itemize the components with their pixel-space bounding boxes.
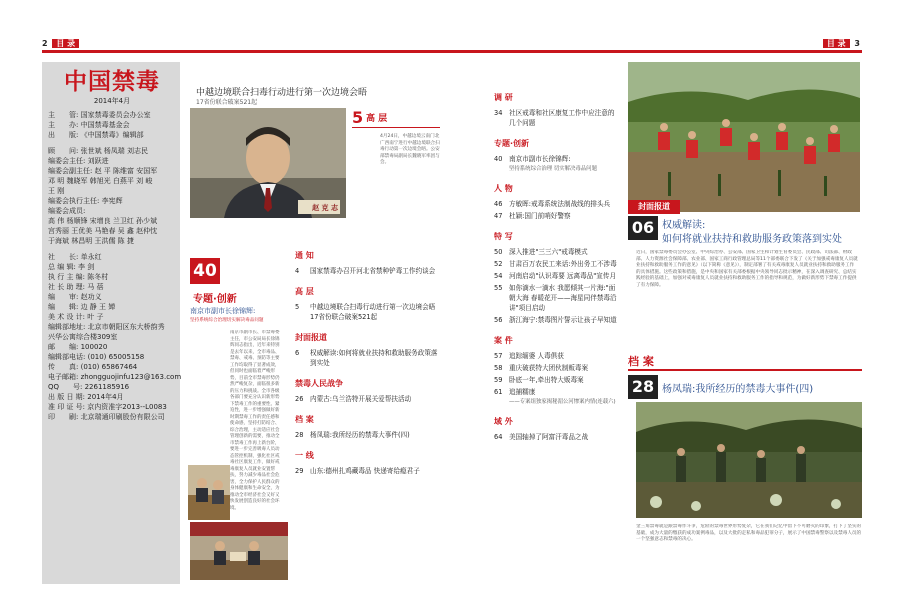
toc-entry[interactable] — [494, 259, 620, 269]
feature-title: 南京市副市长徐锦辉: — [190, 307, 256, 315]
toc-section-heading: 封面报道 — [295, 333, 327, 342]
toc-entry[interactable] — [494, 108, 620, 128]
toc-entry[interactable] — [494, 199, 620, 209]
archive-tag: 档 案 — [628, 355, 654, 368]
feature-body: 南京市副市长、市禁毒委主任，市公安局局长徐锦辉同志指出，近年来特别是去年以来，全市毒品、禁毒、戒毒、预防等主要工作均取得了显著成效，但同时也面临着严峻形势，目前全市禁毒形势仍然严峻复杂，面临很多新的压力和挑战。全市各级各部门要充分认识新形势下禁毒工作的重要性、紧迫性，进一步增强做好新时期禁毒工作的责任感和使命感，坚持打防结合、综合治理，主动适应社会管理创新的需要，推动全市禁毒工作再上新台阶，要进一步完善吸毒人员动态管控机制，强化社区戒毒社区康复工作，做好戒毒康复人员就业安置帮扶，努力减少毒品社会危害，全力保护人民群众的身体健康和生命安全，为推动全市经济社会又好又快发展创造良好的社会环境。 — [230, 330, 280, 510]
masthead-row: 主 办: 中国禁毒基金会 — [48, 121, 130, 129]
toc-entry-page: 40 — [494, 155, 503, 163]
lead-story-caption: 4月24日，中越边境云南门北广西南宁进行中越边境联合扫毒行动第一次边境会晤。公安部禁毒局副局长魏晓军率团与会。 — [380, 134, 440, 166]
toc-entry[interactable] — [494, 363, 620, 373]
toc-entry-title: 内蒙古:乌兰浩特开展关爱帮扶活动 — [310, 395, 412, 403]
left-toc-column — [295, 250, 443, 486]
toc-section — [295, 414, 443, 440]
toc-entry-page: 64 — [494, 433, 503, 441]
toc-entry-title: 杜颖:国门前哨好警察 — [509, 212, 571, 220]
masthead-row: 编委会成员: — [48, 207, 86, 215]
toc-entry-page: 59 — [494, 376, 503, 384]
toc-section — [295, 250, 443, 276]
toc-entry-title: 河南启动"认识毒要 远离毒品"宣传月 — [509, 272, 617, 280]
masthead-row: 电子邮箱: zhongguojinfu123@163.com — [48, 373, 182, 381]
toc-entry[interactable] — [295, 302, 443, 322]
toc-entry-title: 国家禁毒办召开河北省禁种铲毒工作约谈会 — [310, 267, 436, 275]
toc-section — [295, 378, 443, 404]
toc-section-heading: 域 外 — [494, 417, 513, 426]
masthead-row: 主 管: 国家禁毒委员会办公室 — [48, 111, 151, 119]
toc-section-heading: 高 层 — [295, 287, 314, 296]
toc-entry-title: 方敏晖:戒毒系统法制战线的排头兵 — [509, 200, 611, 208]
page-header-label: 目 录 — [52, 39, 79, 48]
masthead-row: 编委会执行主任: 李宪辉 — [48, 197, 123, 205]
toc-entry-page: 52 — [494, 260, 503, 268]
archive-page-number: 28 — [631, 377, 655, 396]
page-number-right: 3 — [854, 39, 860, 48]
header-rule-right — [450, 50, 862, 53]
toc-section-heading: 调 研 — [494, 93, 513, 102]
left-page-header — [42, 38, 79, 49]
toc-entry[interactable] — [494, 247, 620, 257]
toc-section-heading: 人 物 — [494, 184, 513, 193]
page-header-label-right: 目 录 — [823, 39, 850, 48]
feature-section: 专题·创新 — [193, 294, 237, 305]
toc-entry-title: 中越边境联合扫毒行动进行第一次边境会晤 17省份联合破案521起 — [310, 303, 436, 321]
toc-entry-page: 6 — [295, 349, 300, 357]
meeting-illustration — [188, 465, 230, 520]
toc-entry-title: 重庆破获特大团伙制贩毒案 — [509, 364, 589, 372]
masthead-row: QQ 号: 2261185916 — [48, 383, 130, 391]
portrait-name-plate: 赵 克 志 — [312, 204, 338, 212]
toc-entry-page: 34 — [494, 109, 503, 117]
masthead-row: 邓 明 魏晓军 韩旭光 白燕平 刘 峻 — [48, 177, 153, 185]
toc-section-heading: 一 线 — [295, 451, 314, 460]
toc-entry[interactable] — [295, 348, 443, 368]
masthead-row: 出 版: 《中国禁毒》编辑部 — [48, 131, 144, 139]
toc-entry-page: 57 — [494, 352, 503, 360]
toc-entry[interactable] — [494, 387, 620, 397]
toc-entry-title: 甘肃百万农民工来话:外出务工不涉毒 — [509, 260, 617, 268]
toc-section-heading: 专题·创新 — [494, 139, 530, 148]
toc-entry-page: 26 — [295, 395, 304, 403]
header-rule — [42, 50, 450, 53]
feature-page-number: 40 — [193, 261, 217, 281]
issue-date: 2014年4月 — [93, 97, 131, 105]
toc-entry-page: 50 — [494, 248, 503, 256]
masthead-row: 顾 问: 张世斌 杨凤瑞 刘志民 — [48, 147, 149, 155]
toc-entry-title: 杨凤瑞:我所经历的禁毒大事件(四) — [310, 431, 410, 439]
toc-entry-page: 47 — [494, 212, 503, 220]
toc-entry[interactable] — [494, 375, 620, 385]
archive-page-box — [628, 375, 658, 399]
toc-entry-note: 坚持系统综合治理 切实解决毒品问题 — [509, 166, 597, 172]
masthead-row: 编辑部地址: 北京市朝阳区东大桥韵秀 — [48, 323, 165, 331]
toc-entry-note: ——专案组独家揭秘湄公河惨案内情(连载六) — [509, 399, 616, 405]
soldiers-illustration — [636, 402, 862, 518]
cover-story-body: 近日，国家禁毒委员会办公室、中央综治办、公安部、国家卫生和计划生育委员会、民政部、司法部、财政部、人力资源社会保障部、农业部、国家工商行政管理总局等11个部委联合下发了《关于加强戒毒康复人员就业扶持和救助服务工作的意见》（以下简称《意见》），制定部署了有关戒毒康复人员就业扶持和救助服务工作的具体措施。这些政策和措施，是中央和国家有关部委根据中央领导同志批示精神，在深入调查研究、总结实践经验的基础上，加强对戒毒康复人员就业扶持和救助服务工作的指导和规范，为做好新形势下禁毒工作提供了有力保障。 — [636, 250, 858, 288]
cover-story-title-line1: 权威解读: — [662, 220, 706, 231]
toc-section — [494, 183, 620, 221]
masthead-row: 社 长: 单永红 — [48, 253, 102, 261]
toc-section-heading: 禁毒人民战争 — [295, 379, 343, 388]
masthead-row: 编 辑: 边 静 王 婵 — [48, 303, 116, 311]
lead-story-section: 高 层 — [366, 114, 388, 124]
masthead-publisher-block — [48, 110, 176, 140]
toc-entry[interactable] — [494, 351, 620, 361]
toc-entry-title: 美国轴掉了阿富汗毒品之战 — [509, 433, 589, 441]
toc-entry-title: 如你滴水一滴水 我愿倾其一片海:"面朝大海 春暖花开——海星同伴禁毒沿讲"项目启动 — [509, 284, 617, 312]
masthead-row: 社 长 助 理: 马 蓓 — [48, 283, 104, 291]
cover-story-page-box — [628, 216, 658, 240]
masthead-row: 编委会主任: 刘跃进 — [48, 157, 109, 165]
toc-entry-title: 社区戒毒和社区康复工作中应注意的几个问题 — [509, 109, 615, 127]
toc-section — [494, 416, 620, 442]
toc-section — [295, 332, 443, 368]
toc-entry[interactable] — [295, 266, 443, 276]
toc-entry-title: 卧底一年,牵出特大贩毒案 — [509, 376, 584, 384]
toc-entry[interactable] — [295, 394, 443, 404]
toc-section — [295, 450, 443, 476]
toc-entry-page: 5 — [295, 303, 300, 311]
toc-entry-title: 权威解读:如何将就业扶持和救助服务政策落到实处 — [310, 349, 438, 367]
portrait-illustration — [190, 108, 346, 218]
cover-story-title-line2: 如何将就业扶持和救助服务政策落到实处 — [662, 234, 842, 245]
archive-title: 杨凤瑞:我所经历的禁毒大事件(四) — [662, 384, 814, 395]
toc-section-heading: 特 写 — [494, 232, 513, 241]
toc-entry[interactable] — [295, 430, 443, 440]
toc-entry[interactable] — [295, 466, 443, 476]
toc-entry-title: 追踪缅婆 人毒俱获 — [509, 352, 564, 360]
toc-entry[interactable] — [494, 154, 620, 164]
cover-story-photo — [628, 62, 860, 212]
masthead-staff-block — [48, 252, 182, 422]
lead-story-title: 中越边境联合扫毒行动进行第一次边境会晤 — [196, 88, 368, 98]
feature-ceremony-photo — [190, 522, 288, 580]
toc-section-heading: 案 件 — [494, 336, 513, 345]
feature-page-number-box — [190, 258, 220, 284]
toc-entry[interactable] — [494, 432, 620, 442]
archive-rule — [628, 369, 862, 371]
toc-section-heading: 通 知 — [295, 251, 314, 260]
toc-entry-title: 南京市副市长徐锦辉: — [509, 155, 571, 163]
toc-entry-page: 54 — [494, 272, 503, 280]
toc-entry-page: 56 — [494, 316, 503, 324]
ceremony-illustration — [190, 522, 288, 580]
toc-entry[interactable] — [494, 271, 620, 281]
masthead-panel — [42, 62, 180, 584]
masthead-row: 美 术 设 计: 叶 子 — [48, 313, 104, 321]
toc-section — [295, 286, 443, 322]
masthead-row: 宫秀丽 王优美 马艳春 吴 鑫 赵仲忱 — [48, 227, 158, 235]
toc-entry-page: 46 — [494, 200, 503, 208]
masthead-row: 出 版 日 期: 2014年4月 — [48, 393, 124, 401]
cover-story-page-number: 06 — [631, 218, 655, 237]
masthead-row: 编 审: 赵功义 — [48, 293, 102, 301]
magazine-logo: 中国禁毒 — [64, 69, 160, 95]
toc-entry-page: 58 — [494, 364, 503, 372]
lead-story-rule — [352, 127, 440, 128]
masthead-row: 传 真: (010) 65867464 — [48, 363, 138, 371]
masthead-row: 执 行 主 编: 陈冬村 — [48, 273, 109, 281]
toc-entry[interactable] — [494, 315, 620, 325]
toc-section — [494, 335, 620, 406]
right-page-header — [823, 38, 860, 49]
lead-story-subtitle: 17省份联合破案521起 — [196, 99, 258, 106]
masthead-row: 高 伟 杨顺锋 宋增良 兰卫红 孙少斌 — [48, 217, 158, 225]
right-page — [450, 0, 900, 611]
masthead-editorial-board — [48, 146, 176, 246]
toc-section — [494, 92, 620, 128]
right-toc-column — [494, 92, 620, 452]
feature-meeting-photo — [188, 465, 230, 520]
toc-section — [494, 138, 620, 173]
toc-entry[interactable] — [494, 211, 620, 221]
toc-entry-page: 28 — [295, 431, 304, 439]
lead-story-page-number: 5 — [352, 108, 364, 127]
masthead-row: 兴华公寓综合楼309室 — [48, 333, 118, 341]
masthead-row: 王 刚 — [48, 187, 65, 195]
toc-entry-page: 29 — [295, 467, 304, 475]
masthead-row: 准 印 证 号: 京内资准字2013--L0083 — [48, 403, 167, 411]
toc-entry-title: 深入推进"三三六"戒毒模式 — [509, 248, 588, 256]
masthead-row: 邮 编: 100020 — [48, 343, 108, 351]
toc-section-heading: 档 案 — [295, 415, 314, 424]
page-number: 2 — [42, 39, 48, 48]
toc-entry-title: 山东:德州扎鸡藏毒品 快递寄给瘾君子 — [310, 467, 420, 475]
toc-entry-title: 浙江海宁:禁毒图片誓示让孩子早知道 — [509, 316, 617, 324]
toc-entry-title: 追捕糯康 — [509, 388, 536, 396]
masthead-row: 印 刷: 北京瑞通印刷股份有限公司 — [48, 413, 165, 421]
masthead-row: 编辑部电话: (010) 65005158 — [48, 353, 145, 361]
archive-soldiers-photo — [636, 402, 862, 518]
official-portrait-photo — [190, 108, 346, 218]
masthead-row: 总 编 辑: 李 剑 — [48, 263, 95, 271]
toc-section — [494, 231, 620, 325]
masthead-row: 于海斌 林昌明 王洪儒 陈 捷 — [48, 237, 134, 245]
toc-entry-page: 4 — [295, 267, 300, 275]
archive-caption: 金三角禁毒就是跟禁毒作斗争，危险的禁毒世界形势复杂，它在我们记忆中留下不可磨灭的印象，打下了坚实的基础，成为大量的缴获的成功案例毒品，以及大批的走私和毒品犯罪分子，展示了中国禁毒警察以及禁毒人员的一个坚强意志和禁毒的决心。 — [636, 524, 862, 543]
masthead-row: 编委会副主任: 赵 平 陈维富 安国军 — [48, 167, 158, 175]
cover-story-tag: 封面报道 — [628, 200, 680, 214]
toc-entry[interactable] — [494, 283, 620, 313]
feature-subtitle: 坚持系统综合治理切实解决毒品问题 — [190, 318, 264, 323]
toc-entry-page: 61 — [494, 388, 503, 396]
toc-entry-page: 55 — [494, 284, 503, 292]
tree-planting-illustration — [628, 62, 860, 212]
